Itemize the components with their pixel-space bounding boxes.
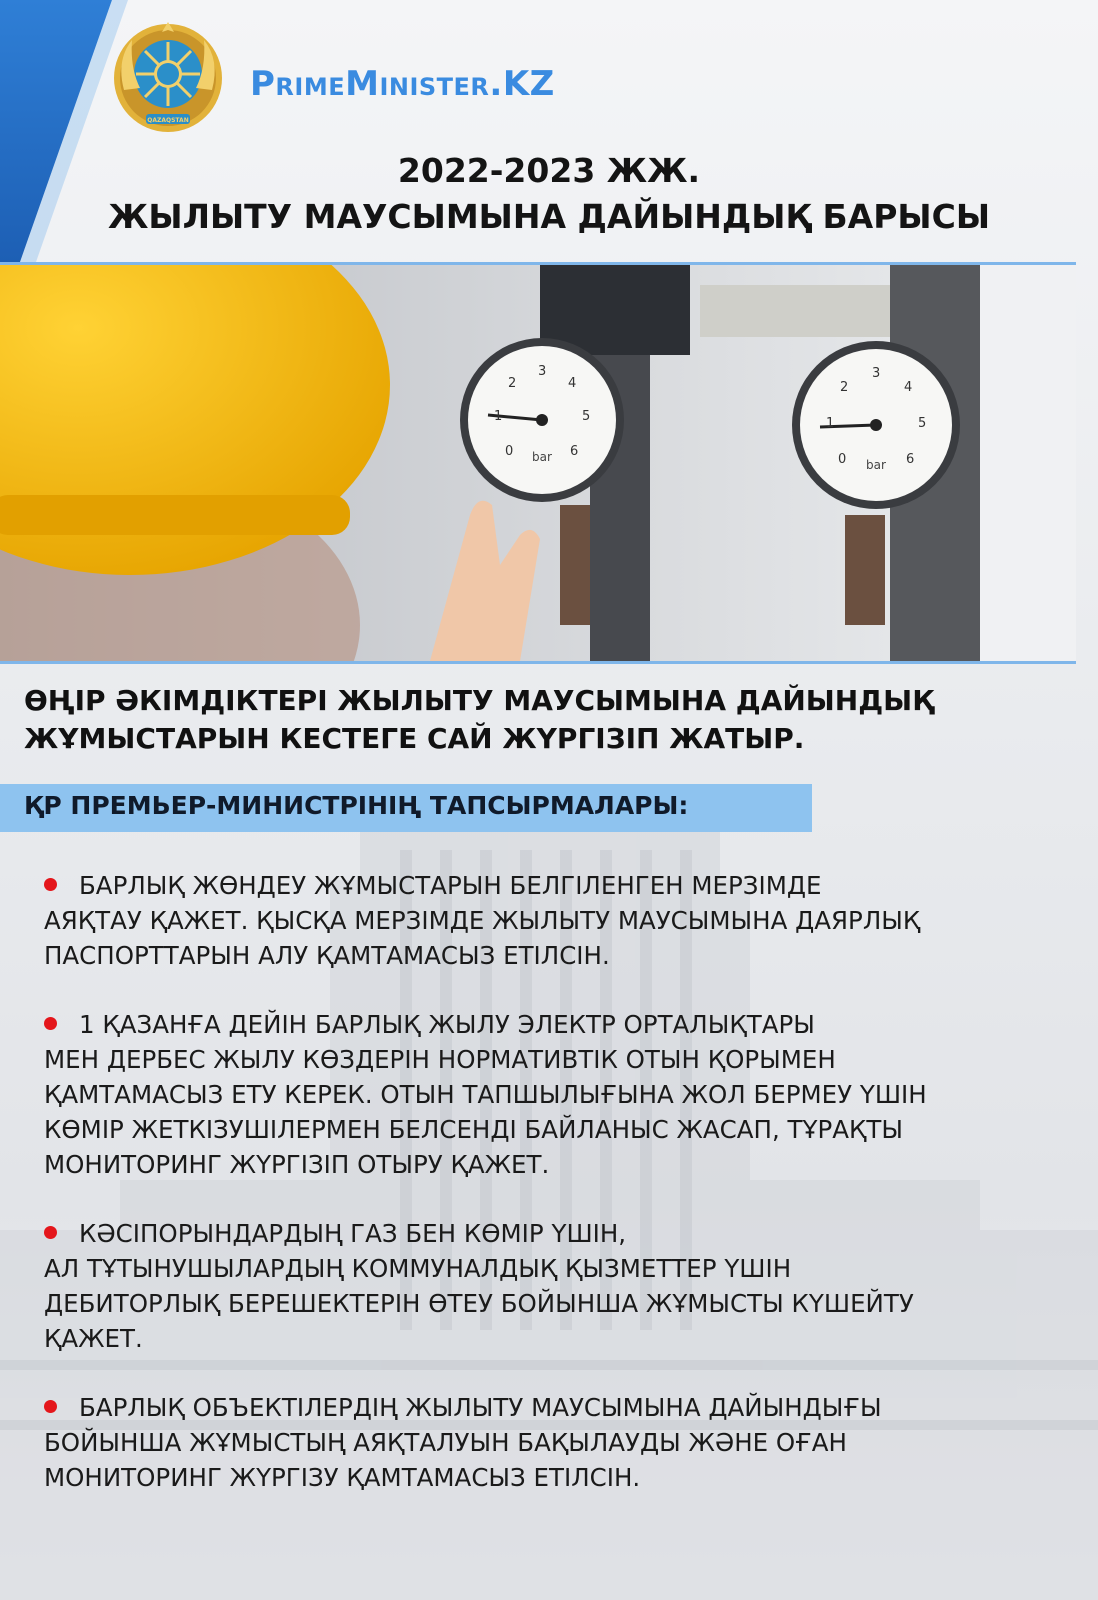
gauge2-tick-6: 6 <box>906 452 915 467</box>
gauge2-tick-3: 3 <box>872 366 881 381</box>
page-title <box>0 148 1098 240</box>
headline <box>24 682 1074 758</box>
gauge1-tick-1: 1 <box>494 409 503 424</box>
bullet-icon <box>44 1400 57 1413</box>
headline-line-2: ЖҰМЫСТАРЫН КЕСТЕГЕ САЙ ЖҮРГІЗІП ЖАТЫР. <box>24 722 805 755</box>
item-2-line-2: МЕН ДЕРБЕС ЖЫЛУ КӨЗДЕРІН НОРМАТИВТІК ОТЫН ҚОРЫМЕН <box>44 1045 836 1074</box>
title-line-1: 2022-2023 ЖЖ. <box>397 151 701 190</box>
item-2-line-1: 1 ҚАЗАНҒА ДЕЙІН БАРЛЫҚ ЖЫЛУ ЭЛЕКТР ОРТАЛЫҚТАРЫ <box>79 1010 815 1039</box>
item-1-line-1: БАРЛЫҚ ЖӨНДЕУ ЖҰМЫСТАРЫН БЕЛГІЛЕНГЕН МЕРЗІМДЕ <box>79 871 822 900</box>
headline-line-1: ӨҢІР ӘКІМДІКТЕРІ ЖЫЛЫТУ МАУСЫМЫНА ДАЙЫНДЫҚ <box>24 684 934 717</box>
list-item <box>44 1216 1074 1356</box>
emblem-text: QAZAQSTAN <box>147 117 189 124</box>
gauge1-unit: bar <box>532 450 552 464</box>
item-3-line-4: ҚАЖЕТ. <box>44 1324 143 1353</box>
list-item <box>44 1390 1074 1495</box>
item-3-line-1: КӘСІПОРЫНДАРДЫҢ ГАЗ БЕН КӨМІР ҮШІН, <box>79 1219 627 1248</box>
bullet-icon <box>44 878 57 891</box>
bullet-icon <box>44 1017 57 1030</box>
gauge1-tick-4: 4 <box>568 376 577 391</box>
brand-site-name: PrimeMinister.KZ <box>250 64 555 104</box>
gauge2-tick-5: 5 <box>918 416 927 431</box>
gauge2-tick-2: 2 <box>840 380 849 395</box>
gauge1-tick-6: 6 <box>570 444 579 459</box>
item-2-line-5: МОНИТОРИНГ ЖҮРГІЗІП ОТЫРУ ҚАЖЕТ. <box>44 1150 550 1179</box>
state-emblem-icon <box>110 20 226 136</box>
gauge2-tick-4: 4 <box>904 380 913 395</box>
list-item <box>44 868 1074 973</box>
list-item <box>44 1007 1074 1182</box>
item-1-line-2: АЯҚТАУ ҚАЖЕТ. ҚЫСҚА МЕРЗІМДЕ ЖЫЛЫТУ МАУСЫМЫНА ДАЯРЛЫҚ <box>44 906 921 935</box>
item-2-line-3: ҚАМТАМАСЫЗ ЕТУ КЕРЕК. ОТЫН ТАПШЫЛЫҒЫНА ЖОЛ БЕРМЕУ ҮШІН <box>44 1080 927 1109</box>
gauge2-unit: bar <box>866 458 886 472</box>
gauge1-tick-0: 0 <box>505 444 514 459</box>
item-1-line-3: ПАСПОРТТАРЫН АЛУ ҚАМТАМАСЫЗ ЕТІЛСІН. <box>44 941 610 970</box>
gauge1-tick-5: 5 <box>582 409 591 424</box>
item-3-line-3: ДЕБИТОРЛЫҚ БЕРЕШЕКТЕРІН ӨТЕУ БОЙЫНША ЖҰМЫСТЫ КҮШЕЙТУ <box>44 1289 914 1318</box>
bullet-icon <box>44 1226 57 1239</box>
item-4-line-2: БОЙЫНША ЖҰМЫСТЫҢ АЯҚТАЛУЫН БАҚЫЛАУДЫ ЖӘНЕ ОҒАН <box>44 1428 847 1457</box>
item-4-line-1: БАРЛЫҚ ОБЪЕКТІЛЕРДІҢ ЖЫЛЫТУ МАУСЫМЫНА ДАЙЫНДЫҒЫ <box>79 1393 882 1422</box>
title-line-2: ЖЫЛЫТУ МАУСЫМЫНА ДАЙЫНДЫҚ БАРЫСЫ <box>107 197 991 236</box>
item-2-line-4: КӨМІР ЖЕТКІЗУШІЛЕРМЕН БЕЛСЕНДІ БАЙЛАНЫС ЖАСАП, ТҰРАҚТЫ <box>44 1115 903 1144</box>
gauge2-tick-0: 0 <box>838 452 847 467</box>
instruction-list <box>44 868 1074 1529</box>
gauge1-tick-3: 3 <box>538 364 547 379</box>
item-3-line-2: АЛ ТҰТЫНУШЫЛАРДЫҢ КОММУНАЛДЫҚ ҚЫЗМЕТТЕР ҮШІН <box>44 1254 792 1283</box>
gauge1-tick-2: 2 <box>508 376 517 391</box>
gauges-illustration <box>0 265 1076 661</box>
item-4-line-3: МОНИТОРИНГ ЖҮРГІЗУ ҚАМТАМАСЫЗ ЕТІЛСІН. <box>44 1463 641 1492</box>
section-label: ҚР ПРЕМЬЕР-МИНИСТРІНІҢ ТАПСЫРМАЛАРЫ: <box>24 791 689 820</box>
gauge2-tick-1: 1 <box>826 416 835 431</box>
hero-photo <box>0 262 1076 664</box>
